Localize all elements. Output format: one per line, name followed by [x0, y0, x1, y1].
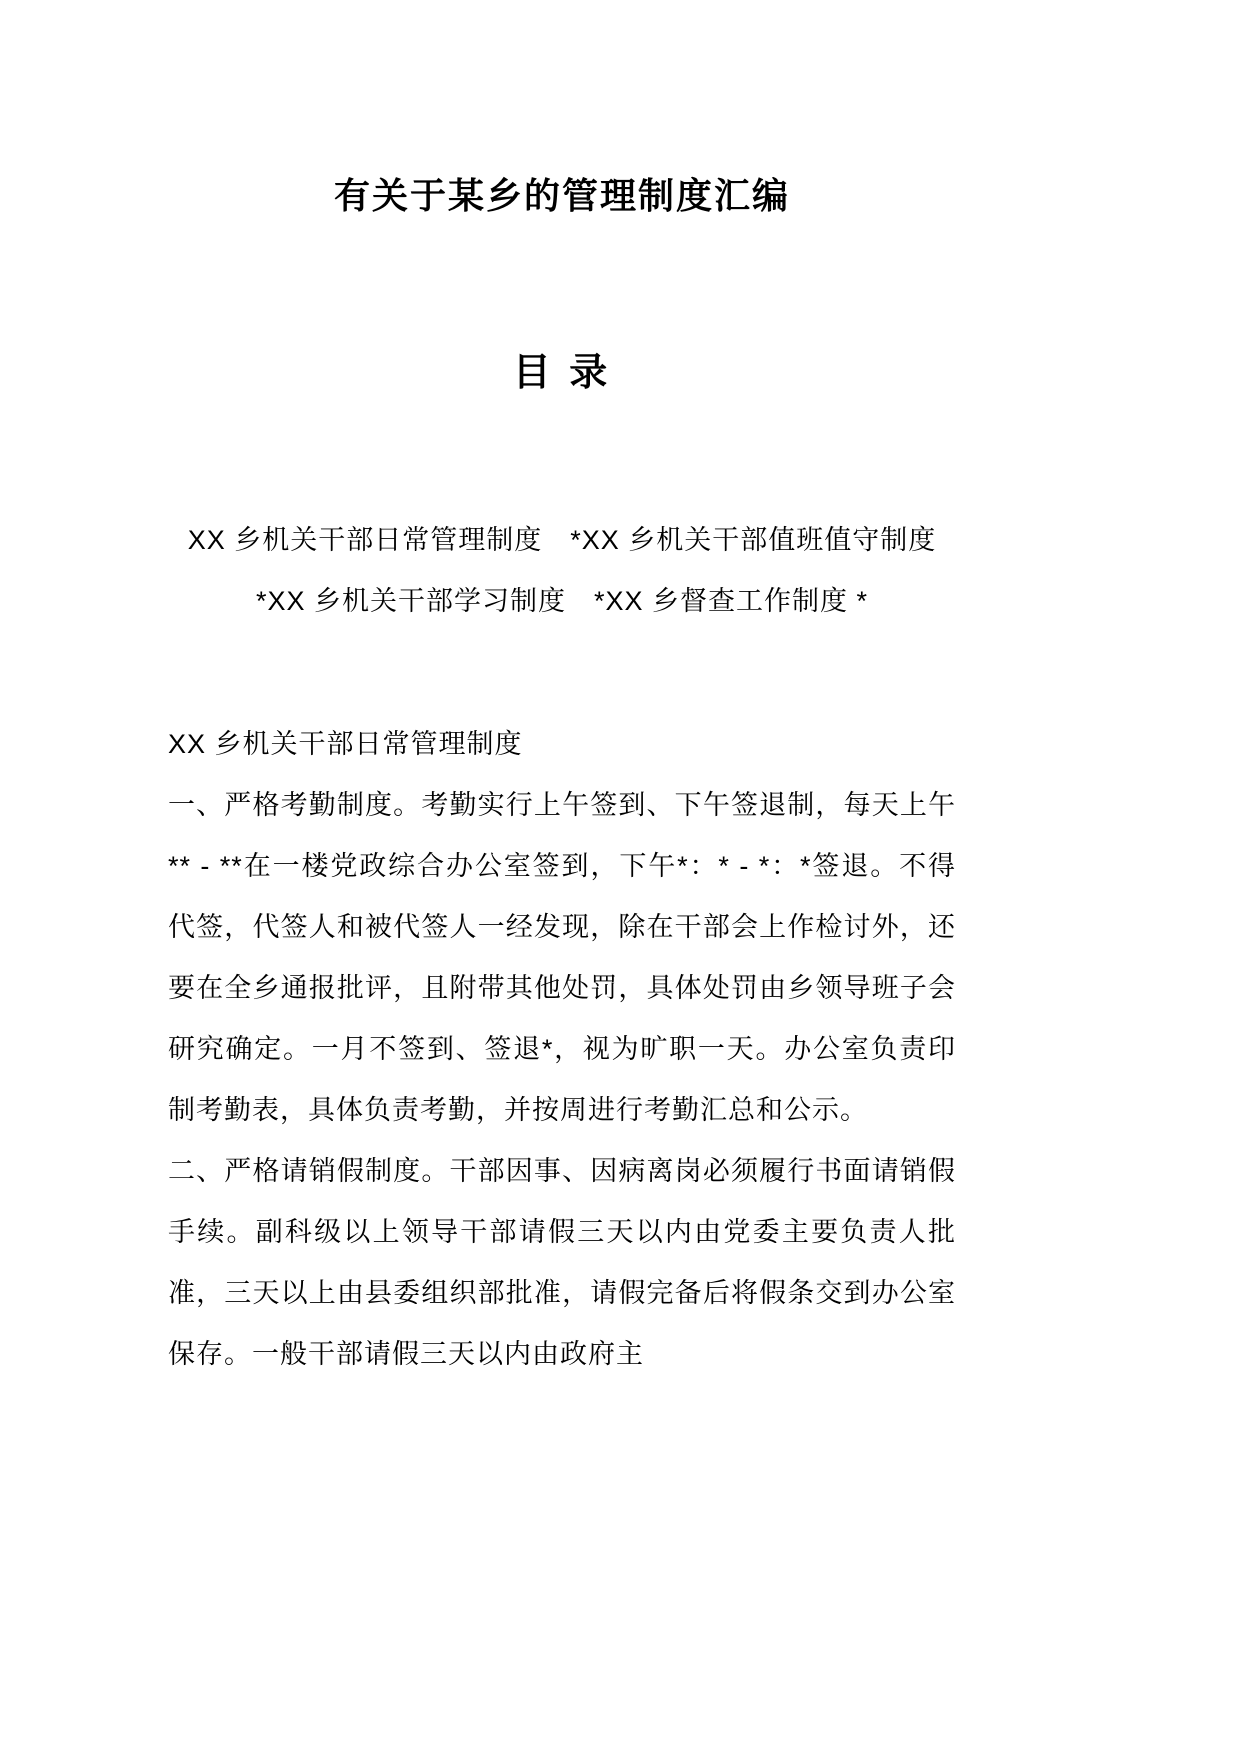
paragraph-attendance-rules: 一、严格考勤制度。考勤实行上午签到、下午签退制，每天上午** - **在一楼党政综合办公室签到，下午*：* - *：*签退。不得代签，代签人和被代签人一经发现，除在干部会上作检讨外，还要在全乡通报批评，且附带其他处罚，具体处罚由乡领导班子会研究确定。一月不签到、签退*，视为旷职一天。办公室负责印制考勤表，具体负责考勤，并按周进行考勤汇总和公示。	[168, 790, 956, 1125]
toc-line-2: *XX 乡机关干部学习制度 *XX 乡督查工作制度 *	[255, 586, 869, 616]
toc-line-1: XX 乡机关干部日常管理制度 *XX 乡机关干部值班值守制度	[187, 525, 937, 555]
toc-block	[168, 510, 956, 632]
document-content	[168, 0, 956, 1385]
section-heading: XX 乡机关干部日常管理制度	[168, 729, 523, 759]
document-title: 有关于某乡的管理制度汇编	[333, 175, 790, 216]
toc-heading: 目 录	[512, 352, 612, 394]
paragraph-leave-rules: 二、严格请销假制度。干部因事、因病离岗必须履行书面请销假手续。副科级以上领导干部请假三天以内由党委主要负责人批准，三天以上由县委组织部批准，请假完备后将假条交到办公室保存。一般干部请假三天以内由政府主	[168, 1156, 956, 1369]
